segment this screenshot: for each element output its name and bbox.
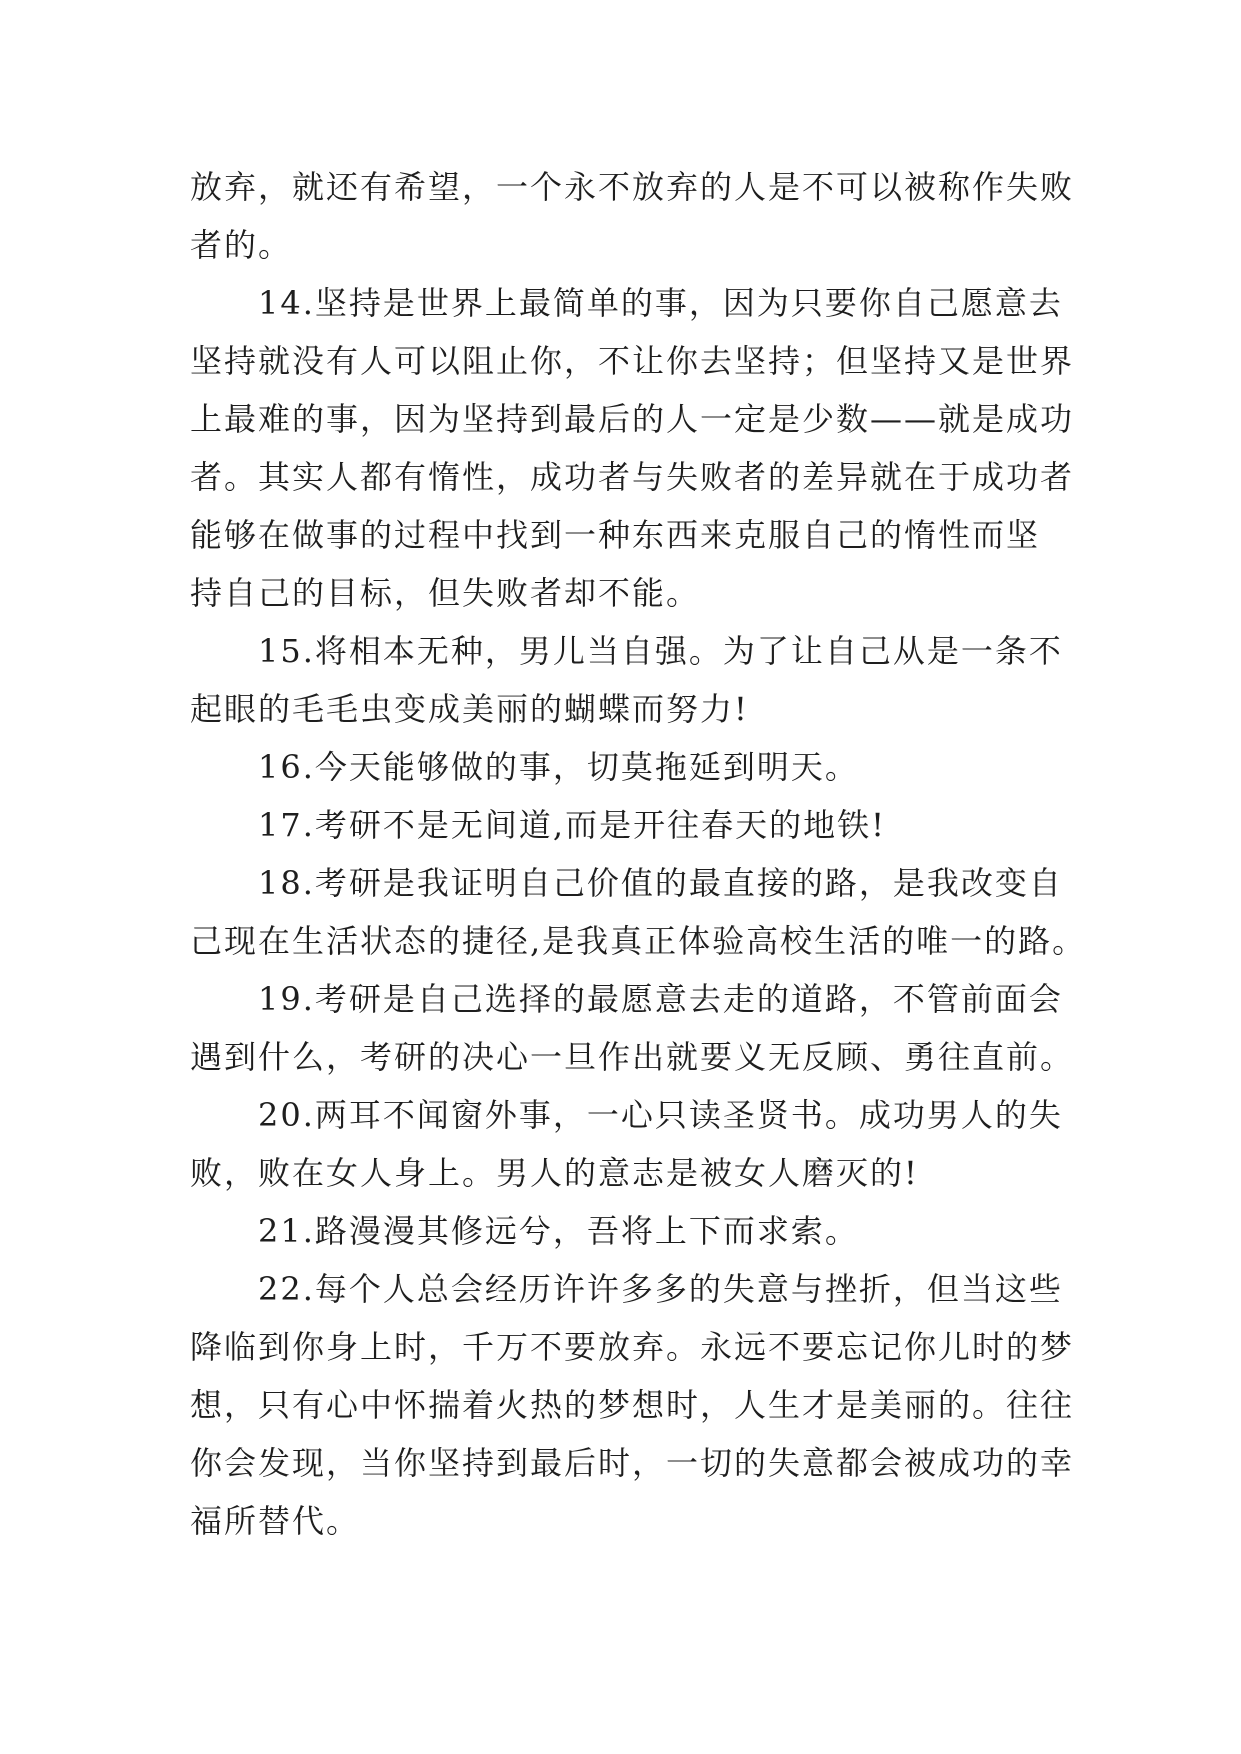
paragraph-15 bbox=[190, 622, 1090, 738]
text-line: 遇到什么，考研的决心一旦作出就要义无反顾、勇往直前。 bbox=[190, 1038, 1075, 1076]
text-line: 福所替代。 bbox=[190, 1502, 361, 1540]
paragraph-20 bbox=[190, 1086, 1090, 1202]
text-line: 16.今天能够做的事，切莫拖延到明天。 bbox=[258, 748, 859, 786]
paragraph-17 bbox=[190, 796, 1090, 854]
text-line: 起眼的毛毛虫变成美丽的蝴蝶而努力! bbox=[190, 690, 749, 728]
text-line: 败，败在女人身上。男人的意志是被女人磨灭的! bbox=[190, 1154, 919, 1192]
paragraph-18 bbox=[190, 854, 1090, 970]
text-line: 22.每个人总会经历许许多多的失意与挫折，但当这些 bbox=[258, 1270, 1063, 1308]
paragraph-continuation bbox=[190, 158, 1090, 274]
text-line: 14.坚持是世界上最简单的事，因为只要你自己愿意去 bbox=[258, 284, 1063, 322]
paragraph-14 bbox=[190, 274, 1090, 622]
text-line: 18.考研是我证明自己价值的最直接的路，是我改变自 bbox=[258, 864, 1063, 902]
text-line: 15.将相本无种，男儿当自强。为了让自己从是一条不 bbox=[258, 632, 1063, 670]
text-line: 上最难的事，因为坚持到最后的人一定是少数——就是成功 bbox=[190, 400, 1075, 438]
paragraph-21 bbox=[190, 1202, 1090, 1260]
text-line: 者的。 bbox=[190, 226, 293, 264]
text-line: 放弃，就还有希望，一个永不放弃的人是不可以被称作失败 bbox=[190, 168, 1075, 206]
text-line: 20.两耳不闻窗外事，一心只读圣贤书。成功男人的失 bbox=[258, 1096, 1063, 1134]
text-line: 降临到你身上时，千万不要放弃。永远不要忘记你儿时的梦 bbox=[190, 1328, 1075, 1366]
text-line: 17.考研不是无间道,而是开往春天的地铁! bbox=[258, 806, 886, 844]
paragraph-16 bbox=[190, 738, 1090, 796]
text-line: 你会发现，当你坚持到最后时，一切的失意都会被成功的幸 bbox=[190, 1444, 1075, 1482]
body-text bbox=[190, 158, 1090, 1550]
text-line: 能够在做事的过程中找到一种东西来克服自己的惰性而坚 bbox=[190, 516, 1041, 554]
paragraph-22 bbox=[190, 1260, 1090, 1550]
text-line: 坚持就没有人可以阻止你，不让你去坚持；但坚持又是世界 bbox=[190, 342, 1075, 380]
paragraph-19 bbox=[190, 970, 1090, 1086]
text-line: 者。其实人都有惰性，成功者与失败者的差异就在于成功者 bbox=[190, 458, 1075, 496]
text-line: 19.考研是自己选择的最愿意去走的道路，不管前面会 bbox=[258, 980, 1063, 1018]
text-line: 21.路漫漫其修远兮，吾将上下而求索。 bbox=[258, 1212, 859, 1250]
text-line: 想，只有心中怀揣着火热的梦想时，人生才是美丽的。往往 bbox=[190, 1386, 1075, 1424]
text-line: 持自己的目标，但失败者却不能。 bbox=[190, 574, 701, 612]
text-line: 己现在生活状态的捷径,是我真正体验高校生活的唯一的路。 bbox=[190, 922, 1087, 960]
